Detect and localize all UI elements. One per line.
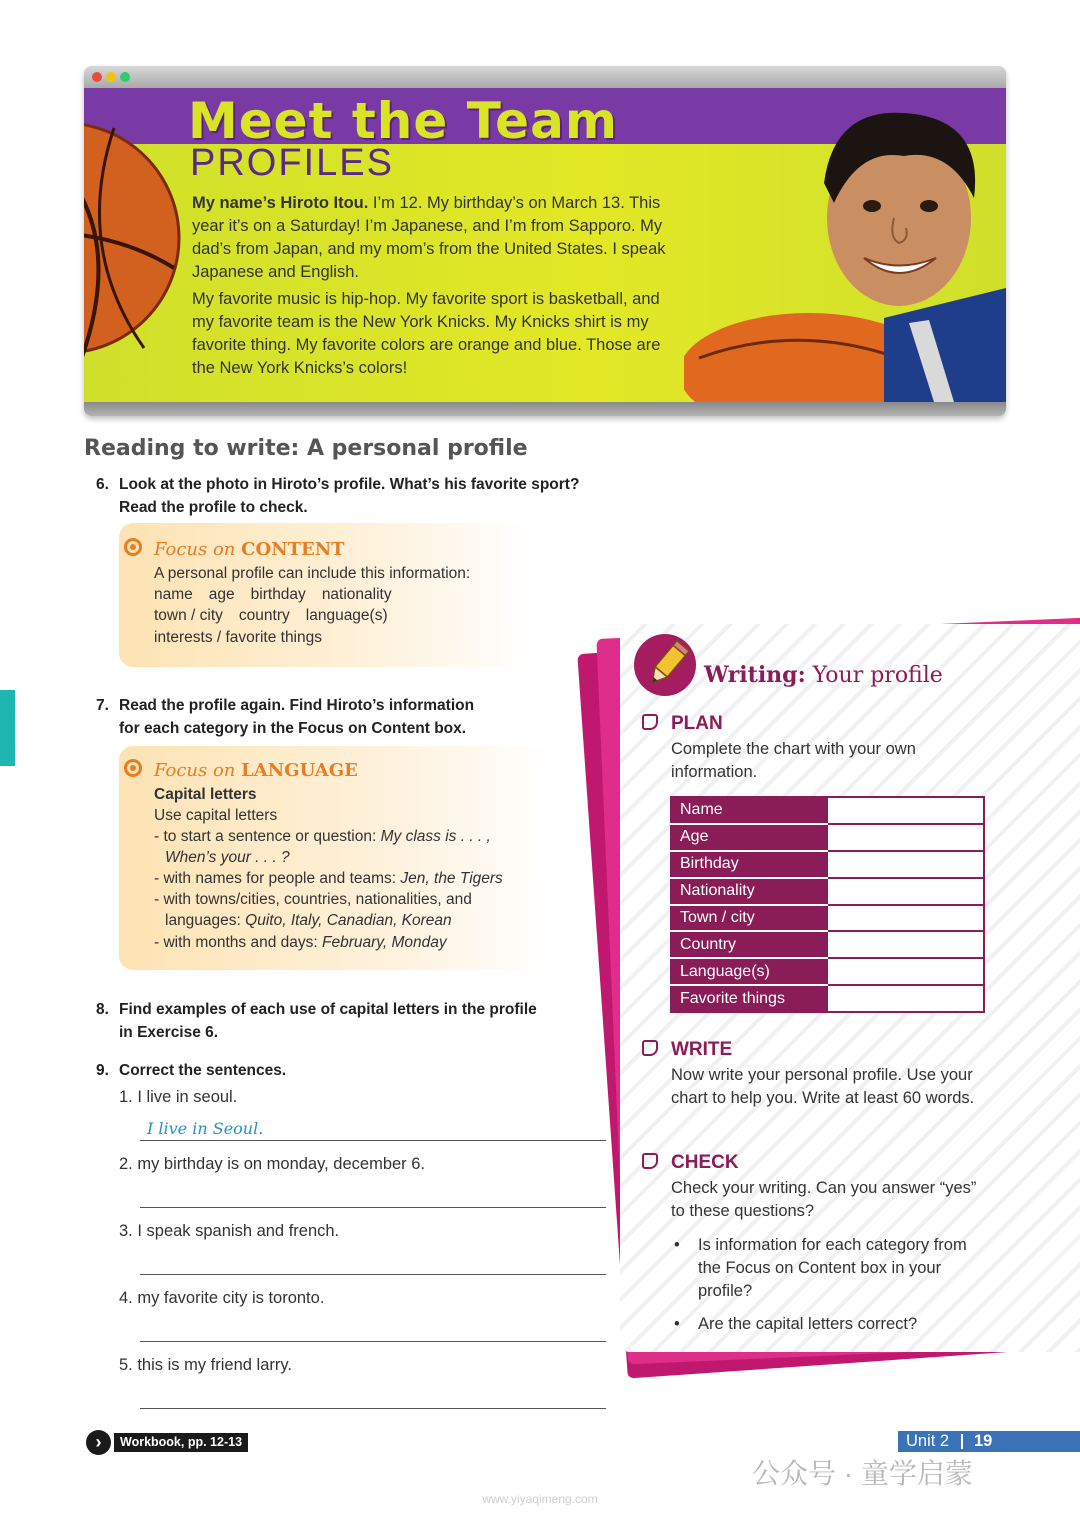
plan-text: Complete the chart with your own information. — [671, 740, 916, 781]
chart-row — [671, 878, 984, 905]
category-word: town / city — [154, 607, 223, 624]
chart-row-input[interactable] — [828, 824, 984, 851]
sentence-2: 2. my birthday is on monday, december 6. — [119, 1155, 426, 1173]
chart-row — [671, 985, 984, 1012]
chart-row — [671, 931, 984, 958]
check-bullet-1 — [674, 1234, 983, 1303]
writing-title-rest: Your profile — [805, 663, 943, 688]
focus-content-row-1 — [154, 584, 408, 605]
focus-content-title — [154, 539, 345, 560]
chart-row-label: Birthday — [671, 851, 828, 878]
banner-bottom-bar — [84, 402, 1006, 416]
writing-title-bold: Writing: — [704, 662, 806, 688]
chart-row — [671, 851, 984, 878]
boy-photo-image — [684, 88, 1006, 402]
bullet-4-example: February, Monday — [322, 934, 447, 951]
chevron-right-icon: › — [86, 1430, 111, 1455]
exercise-8-number: 8. — [96, 1001, 109, 1018]
chart-row-label: Language(s) — [671, 958, 828, 985]
chart-row-label: Favorite things — [671, 985, 828, 1012]
pencil-badge — [634, 634, 696, 696]
profile-paragraph-2: My favorite music is hip-hop. My favorite sport is basketball, and my favorite team is the New York Knicks. My Knicks shirt is my favorite thing. My favorite colors are orange and blue. Those are the New York Knicks’s colors! — [192, 290, 661, 377]
focus-content-title-italic: Focus on — [154, 539, 236, 560]
category-word: name — [154, 586, 193, 603]
answer-line-1[interactable] — [140, 1140, 606, 1141]
write-label: WRITE — [671, 1039, 733, 1060]
plan-label: PLAN — [671, 713, 723, 734]
focus-language-bullet-1-cont: When’s your . . . ? — [165, 849, 290, 866]
unit-label: Unit 2 — [906, 1432, 950, 1450]
exercise-6-number: 6. — [96, 476, 109, 493]
focus-language-title-caps: LANGUAGE — [241, 760, 358, 781]
exercise-8-line-2: in Exercise 6. — [119, 1024, 219, 1041]
sentence-4: 4. my favorite city is toronto. — [119, 1289, 325, 1307]
plan-checkbox-icon — [642, 714, 658, 730]
target-icon — [124, 538, 142, 556]
focus-content-title-caps: CONTENT — [241, 539, 345, 560]
side-tab — [0, 690, 15, 766]
exercise-9-number: 9. — [96, 1062, 109, 1079]
chart-row-label: Age — [671, 824, 828, 851]
chart-row-label: Town / city — [671, 905, 828, 932]
basketball-left-image — [84, 88, 184, 402]
chart-row-input[interactable] — [828, 905, 984, 932]
exercise-9 — [96, 1059, 419, 1082]
write-checkbox-icon — [642, 1040, 658, 1056]
chart-row-input[interactable] — [828, 931, 984, 958]
chart-row-label: Name — [671, 797, 828, 824]
unit-page-bar — [898, 1431, 1080, 1452]
bullet-1-text: - to start a sentence or question: — [154, 828, 381, 845]
check-text: Check your writing. Can you answer “yes” to these questions? — [671, 1179, 977, 1220]
bullet-dot: • — [674, 1236, 680, 1254]
category-word: country — [238, 607, 290, 624]
category-word: birthday — [250, 586, 306, 603]
sentence-5: 5. this is my friend larry. — [119, 1356, 292, 1374]
chart-row — [671, 905, 984, 932]
focus-language-title-italic: Focus on — [154, 760, 236, 781]
answer-1: I live in Seoul. — [147, 1119, 264, 1138]
check-bullet-2 — [674, 1313, 983, 1336]
chart-row-input[interactable] — [828, 878, 984, 905]
write-text: Now write your personal profile. Use your chart to help you. Write at least 60 words. — [671, 1066, 975, 1107]
focus-language-heading: Capital letters — [154, 786, 257, 803]
sentence-1: 1. I live in seoul. — [119, 1088, 238, 1106]
check-bullet-2-text: Are the capital letters correct? — [698, 1315, 918, 1333]
answer-line-4[interactable] — [140, 1341, 606, 1342]
banner-subtitle: PROFILES — [190, 142, 394, 184]
banner-title: Meet the Team — [188, 92, 618, 150]
exercise-9-title: Correct the sentences. — [119, 1062, 287, 1079]
window-close-dot — [92, 72, 102, 82]
exercise-8 — [96, 998, 599, 1044]
banner-body — [84, 88, 1006, 402]
chart-row-input[interactable] — [828, 985, 984, 1012]
focus-language-bullet-4 — [154, 932, 447, 953]
exercise-8-line-1: Find examples of each use of capital letters in the profile — [119, 1001, 537, 1018]
banner-titlebar — [84, 66, 1006, 88]
workbook-label: Workbook, pp. 12-13 — [114, 1433, 248, 1452]
window-minimize-dot — [106, 72, 116, 82]
bullet-3-text: languages: — [165, 912, 246, 929]
target-icon — [124, 759, 142, 777]
window-maximize-dot — [120, 72, 130, 82]
pencil-icon — [638, 636, 696, 694]
writing-title — [704, 662, 943, 688]
chart-row-input[interactable] — [828, 958, 984, 985]
site-url: www.yiyaqimeng.com — [482, 1492, 598, 1506]
profile-name: My name’s Hiroto Itou. — [192, 194, 369, 212]
focus-language-title — [154, 760, 358, 781]
bullet-2-example: Jen, the Tigers — [400, 870, 503, 887]
category-word: age — [208, 586, 235, 603]
exercise-7-line-2: for each category in the Focus on Content box. — [119, 720, 467, 737]
chart-row-label: Nationality — [671, 878, 828, 905]
bullet-2-text: - with names for people and teams: — [154, 870, 401, 887]
chart-row — [671, 824, 984, 851]
bullet-3-example: Quito, Italy, Canadian, Korean — [245, 912, 452, 929]
category-word: language(s) — [305, 607, 388, 624]
exercise-6-line-2: Read the profile to check. — [119, 499, 308, 516]
answer-line-5[interactable] — [140, 1408, 606, 1409]
exercise-6 — [96, 473, 639, 519]
chart-row — [671, 797, 984, 824]
focus-language-bullet-3-cont — [165, 910, 452, 931]
bullet-dot: • — [674, 1315, 680, 1333]
focus-content-row-3: interests / favorite things — [154, 629, 322, 646]
section-heading: Reading to write: A personal profile — [84, 436, 528, 461]
sentence-3: 3. I speak spanish and french. — [119, 1222, 340, 1240]
check-label: CHECK — [671, 1152, 739, 1173]
answer-line-3[interactable] — [140, 1274, 606, 1275]
chart-row-input[interactable] — [828, 797, 984, 824]
exercise-7 — [96, 694, 539, 740]
exercise-7-line-1: Read the profile again. Find Hiroto’s information — [119, 697, 475, 714]
check-bullet-1-text: Is information for each category from the Focus on Content box in your profile? — [698, 1236, 967, 1300]
focus-language-bullet-2 — [154, 868, 503, 889]
profile-chart — [670, 796, 985, 1013]
profile-p1-text: I’m 12. My birthday’s on March 13. This year it’s on a Saturday! I’m Japanese, and I’m from Sapporo. My dad’s from Japan, and my mom’s from the United States. I speak Japanese and English. — [192, 194, 666, 281]
page-number: 19 — [974, 1432, 993, 1450]
category-word: nationality — [321, 586, 392, 603]
focus-content-intro: A personal profile can include this information: — [154, 565, 471, 582]
bullet-1-example: My class is . . . , — [380, 828, 491, 845]
chart-row-label: Country — [671, 931, 828, 958]
focus-content-row-2 — [154, 605, 404, 626]
watermark-text: 公众号 · 童学启蒙 — [752, 1458, 973, 1489]
exercise-7-number: 7. — [96, 697, 109, 714]
focus-language-bullet-1 — [154, 826, 491, 847]
chart-row — [671, 958, 984, 985]
profile-banner — [84, 66, 1006, 416]
focus-language-bullet-3: - with towns/cities, countries, nationalities, and — [154, 891, 472, 908]
check-checkbox-icon — [642, 1153, 658, 1169]
exercise-6-line-1: Look at the photo in Hiroto’s profile. What’s his favorite sport? — [119, 476, 580, 493]
answer-line-2[interactable] — [140, 1207, 606, 1208]
profile-paragraph-1 — [192, 192, 672, 284]
focus-language-intro: Use capital letters — [154, 807, 278, 824]
chart-row-input[interactable] — [828, 851, 984, 878]
bullet-4-text: - with months and days: — [154, 934, 322, 951]
unit-separator — [961, 1434, 963, 1449]
